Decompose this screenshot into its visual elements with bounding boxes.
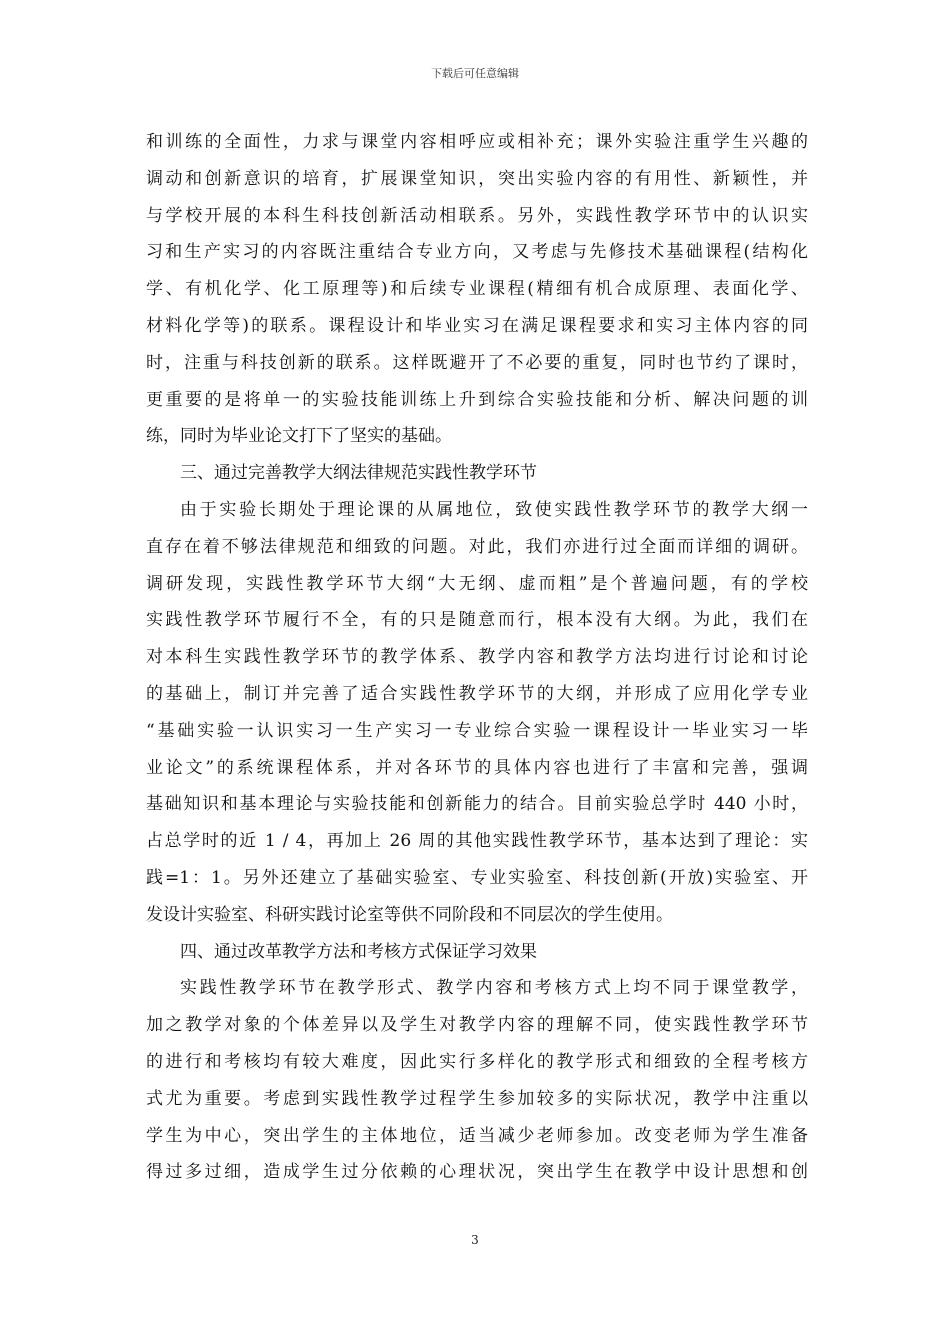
text-line: 学、有机化学、化工原理等)和后续专业课程(精细有机合成原理、表面化学、 [146,279,808,300]
text-line: 的基础上，制订并完善了适合实践性教学环节的大纲，并形成了应用化学专业 [146,683,808,704]
text-line: “基础实验一认识实习一生产实习一专业综合实验一课程设计一毕业实习一毕 [146,720,808,741]
text-line: 践=1：1。另外还建立了基础实验室、专业实验室、科技创新(开放)实验室、开 [146,867,808,888]
text-line: 调研发现，实践性教学环节大纲“大无纲、虚而粗”是个普遍问题，有的学校 [146,573,808,594]
text-line: 时，注重与科技创新的联系。这样既避开了不必要的重复，同时也节约了课时， [146,352,808,373]
text-line: 式尤为重要。考虑到实践性教学过程学生参加较多的实际状况，教学中注重以 [146,1088,808,1109]
document-body [146,124,808,1191]
text-line: 材料化学等)的联系。课程设计和毕业实习在满足课程要求和实习主体内容的同 [146,315,808,336]
section-heading: 三、通过完善教学大纲法律规范实践性教学环节 [180,463,537,484]
text-line: 加之教学对象的个体差异以及学生对教学内容的理解不同，使实践性教学环节 [146,1015,808,1036]
text-line: 更重要的是将单一的实验技能训练上升到综合实验技能和分析、解决问题的训 [146,389,808,410]
text-line: 习和生产实习的内容既注重结合专业方向，又考虑与先修技术基础课程(结构化 [146,242,808,263]
section-heading: 四、通过改革教学方法和考核方式保证学习效果 [180,941,537,962]
text-line: 实践性教学环节履行不全，有的只是随意而行，根本没有大纲。为此，我们在 [146,610,808,631]
text-line: 占总学时的近 1 / 4，再加上 26 周的其他实践性教学环节，基本达到了理论：实 [146,831,808,852]
text-line: 得过多过细，造成学生过分依赖的心理状况，突出学生在教学中设计思想和创 [146,1162,808,1183]
page-header: 下载后可任意编辑 [431,67,519,80]
text-line: 基础知识和基本理论与实验技能和创新能力的结合。目前实验总学时 440 小时， [146,794,808,815]
text-line: 练，同时为毕业论文打下了坚实的基础。 [146,426,452,447]
paragraph [146,492,808,934]
text-line: 业论文”的系统课程体系，并对各环节的具体内容也进行了丰富和完善，强调 [146,757,808,778]
text-line: 和训练的全面性，力求与课堂内容相呼应或相补充；课外实验注重学生兴趣的 [146,132,808,152]
text-line: 与学校开展的本科生科技创新活动相联系。另外，实践性教学环节中的认识实 [146,205,808,226]
page-number: 3 [471,1233,479,1247]
text-line: 学生为中心，突出学生的主体地位，适当减少老师参加。改变老师为学生准备 [146,1125,808,1146]
text-line: 对本科生实践性教学环节的教学体系、教学内容和教学方法均进行讨论和讨论 [146,647,808,668]
paragraph [146,124,808,455]
text-line: 实践性教学环节在教学形式、教学内容和考核方式上均不同于课堂教学， [180,978,808,999]
text-line: 的进行和考核均有较大难度，因此实行多样化的教学形式和细致的全程考核方 [146,1051,808,1072]
text-line: 直存在着不够法律规范和细致的问题。对此，我们亦进行过全面而详细的调研。 [146,536,808,557]
text-line: 由于实验长期处于理论课的从属地位，致使实践性教学环节的教学大纲一 [180,499,808,520]
paragraph [146,970,808,1191]
text-line: 调动和创新意识的培育，扩展课堂知识，突出实验内容的有用性、新颖性，并 [146,168,808,189]
text-line: 发设计实验室、科研实践讨论室等供不同阶段和不同层次的学生使用。 [146,904,673,925]
